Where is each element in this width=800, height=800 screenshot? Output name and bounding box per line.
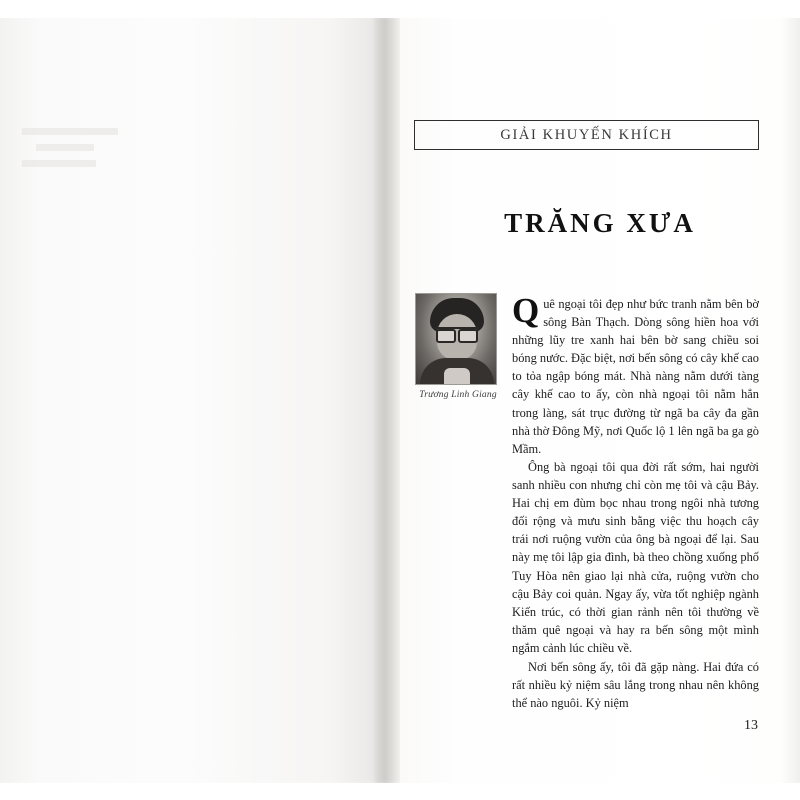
right-text-page [400, 18, 800, 783]
top-fade [0, 0, 800, 20]
paragraph-three: Nơi bến sông ấy, tôi đã gặp nàng. Hai đứa có rất nhiều kỷ niệm sâu lắng trong nhau nên không thể nào nguôi. Kỷ niệm [512, 660, 759, 711]
drop-cap: Q [512, 291, 540, 330]
page-number: 13 [744, 718, 758, 733]
faint-mark-line [22, 160, 96, 167]
paragraph-three-block [512, 658, 759, 712]
page-edge-shadow [782, 18, 800, 783]
glasses-icon [435, 327, 479, 341]
author-caption: Trương Linh Giang [419, 390, 497, 400]
paragraph-one: uê ngoại tôi đẹp như bức tranh nằm bên bờ sông Bàn Thạch. Dòng sông hiền hoa với những lũy tre xanh hai bên bờ sang chiều soi bóng nước. Đặc biệt, nơi bến sông có cây khế cao to tỏa ngập bóng mát. Nhà nàng nằm dưới tàng cây khế cao to ấy, còn nhà ngoại tôi nằm hẳn trong làng, sát trục đường từ ngã ba cây đa gần nhà thờ Đông Mỹ, nơi Quốc lộ 1 lên ngã ba ga gò Mầm. [512, 297, 759, 456]
paragraph-two-block [512, 458, 759, 657]
left-blank-page [0, 18, 378, 783]
faint-mark-line [36, 144, 94, 151]
story-title: TRĂNG XƯA [504, 208, 696, 238]
book-spread [0, 18, 800, 783]
paragraph-two: Ông bà ngoại tôi qua đời rất sớm, hai người sanh nhiều con nhưng chỉ còn mẹ tôi và cậu Bảy. Hai chị em đùm bọc nhau trong ngôi nhà tương đối rộng và mưu sinh bằng việc thu hoạch cây trái nơi ruộng vườn của ông bà ngoại để lại. Sau này mẹ tôi lập gia đình, bà theo chồng xuống phố Tuy Hòa nên giao lại nhà cửa, ruộng vườn cho cậu Bảy coi quản. Ngay ấy, vừa tốt nghiệp ngành Kiến trúc, có thời gian rảnh nên tôi thường về thăm quê ngoại và hay ra bến sông một mình ngắm cảnh lúc chiều về. [512, 460, 759, 655]
running-head-box [414, 120, 759, 150]
paragraph-one-block [512, 291, 759, 458]
faint-show-through-marks [22, 128, 142, 198]
bottom-fade [0, 780, 800, 800]
faint-mark-line [22, 128, 118, 135]
author-photo [415, 293, 497, 385]
portrait-collar [444, 368, 470, 384]
author-portrait-block [415, 293, 501, 400]
running-head-text: GIẢI KHUYẾN KHÍCH [500, 126, 673, 143]
